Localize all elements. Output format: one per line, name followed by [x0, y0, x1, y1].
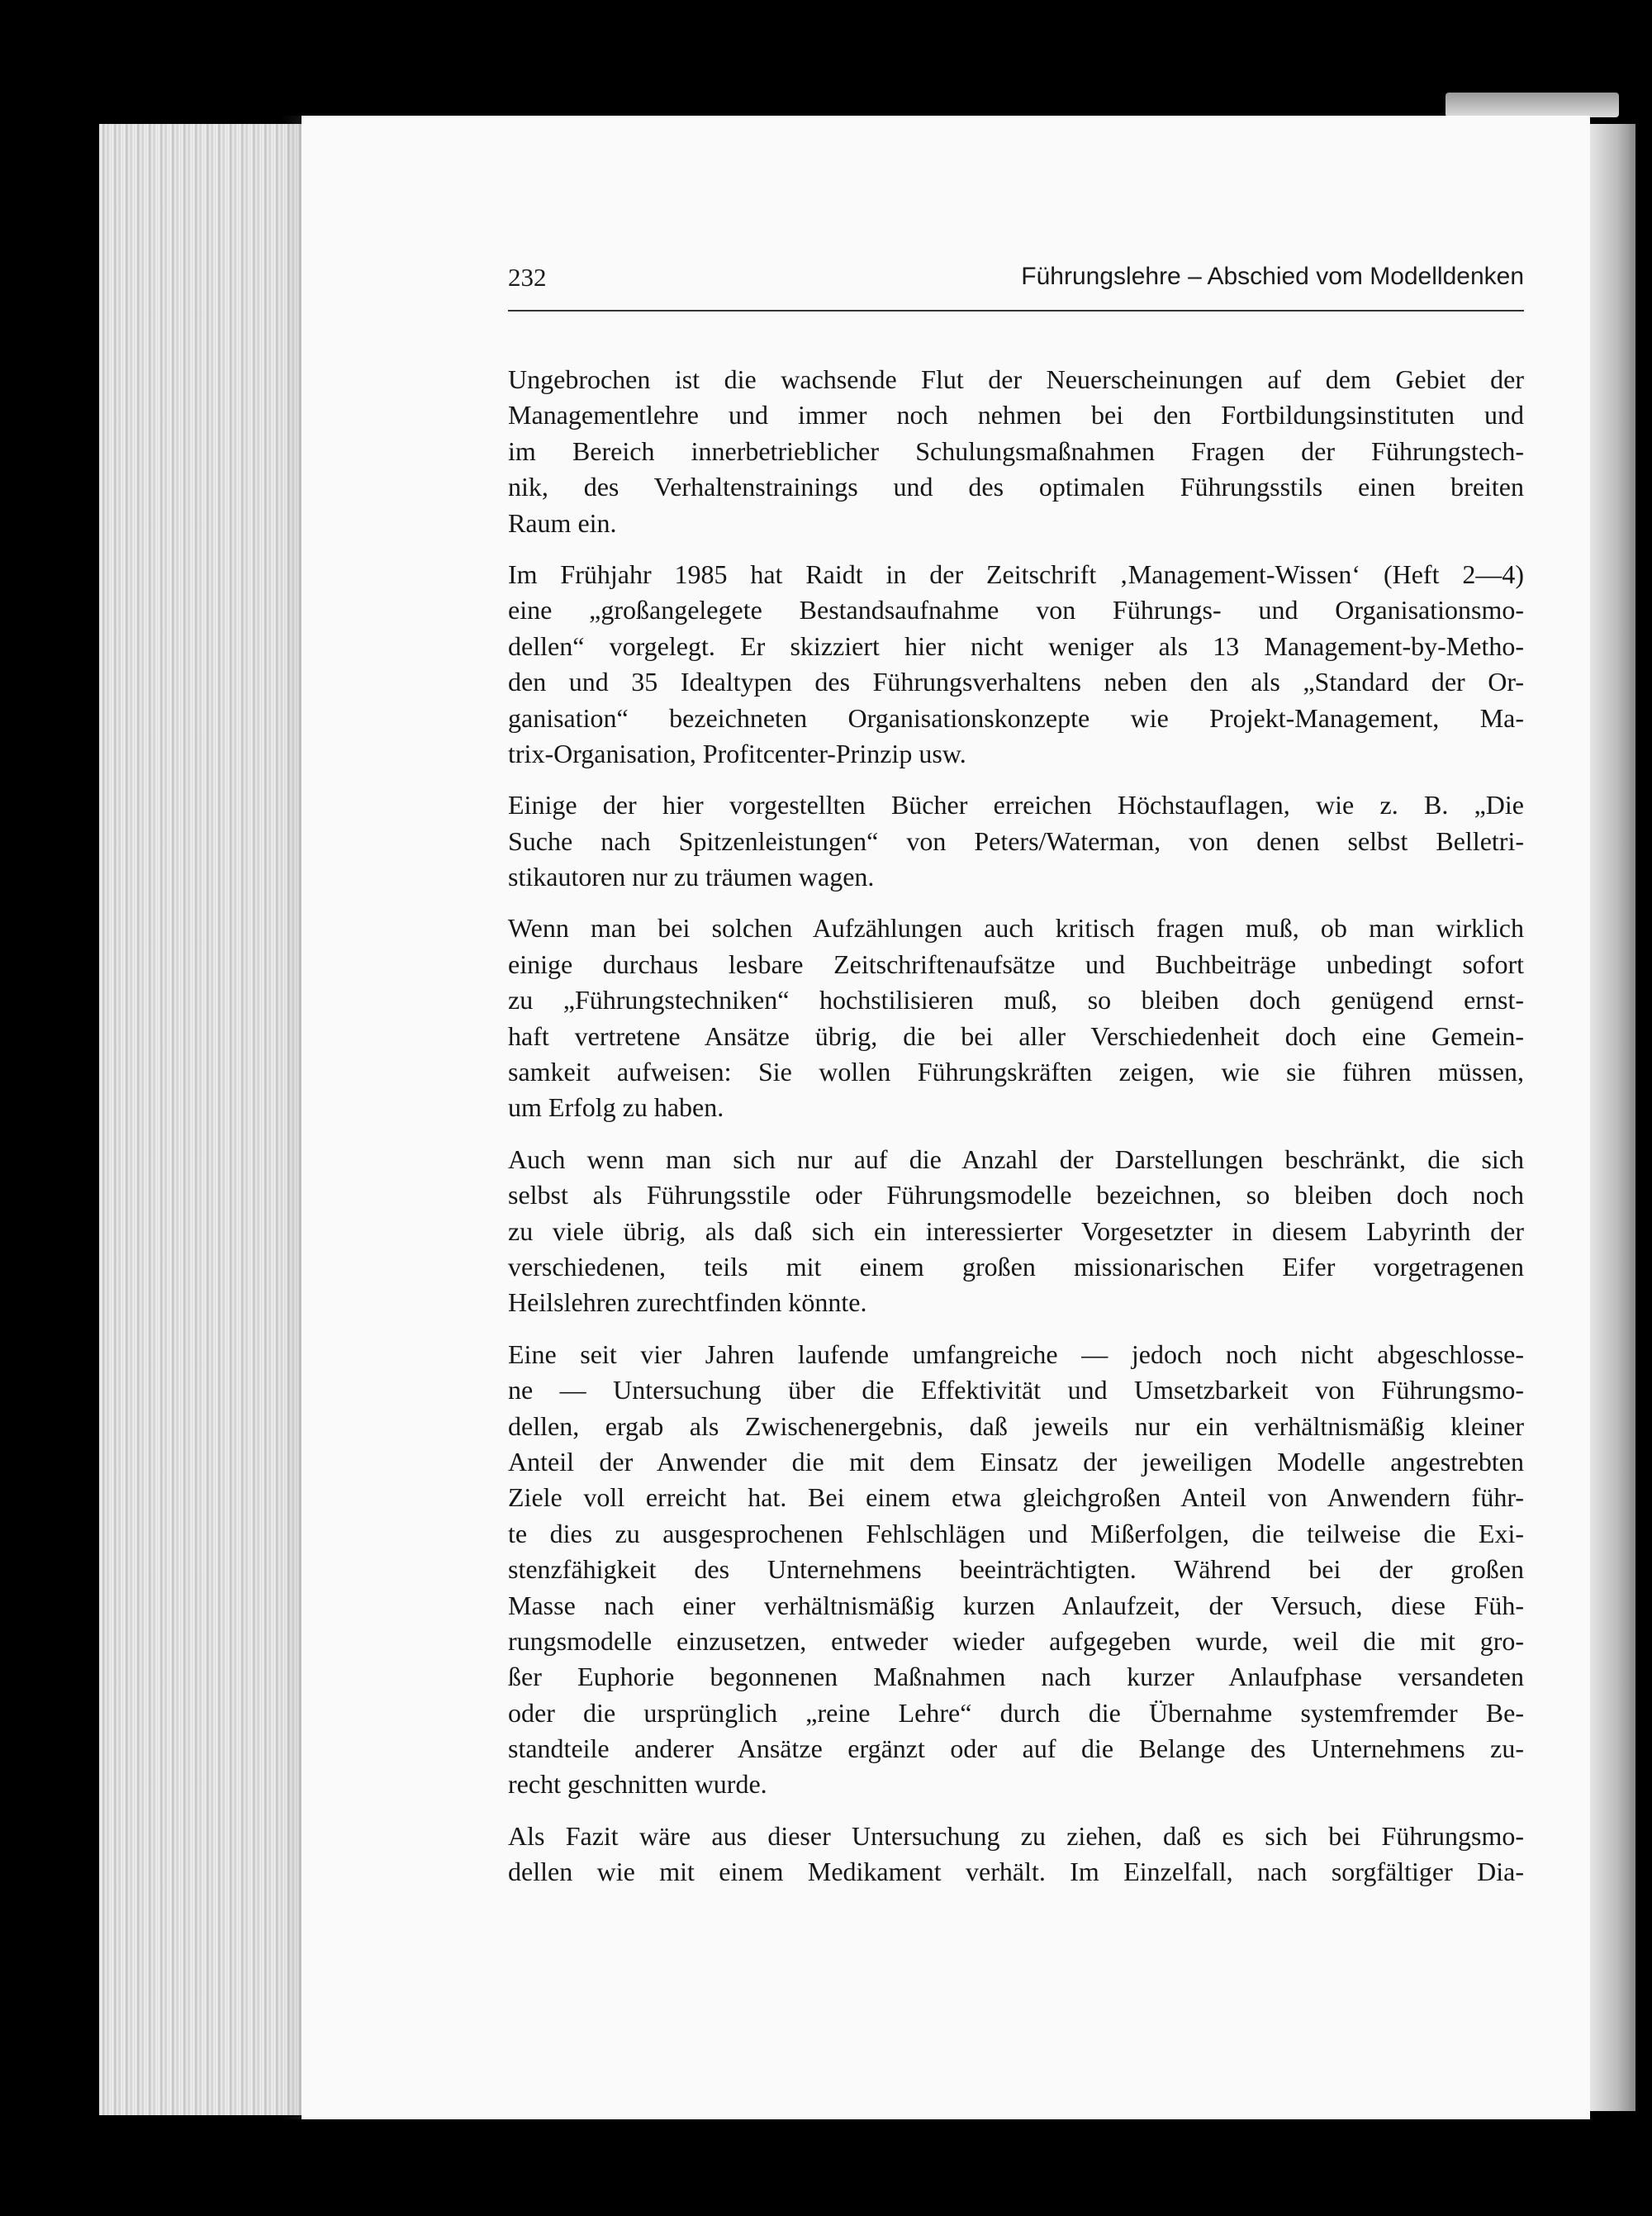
- text-line: haft vertretene Ansätze übrig, die bei aller Verschiedenheit doch eine Gemein-: [508, 1020, 1524, 1051]
- paragraph: [508, 787, 1524, 895]
- text-line: ganisation“ bezeichneten Organisationskonzepte wie Projekt-Management, Ma-: [508, 702, 1524, 733]
- paragraph: [508, 1819, 1524, 1890]
- text-line: rungsmodelle einzusetzen, entweder wieder aufgegeben wurde, weil die mit gro-: [508, 1625, 1524, 1656]
- text-line: Anteil der Anwender die mit dem Einsatz der jeweiligen Modelle angestrebten: [508, 1446, 1524, 1477]
- paragraph: [508, 1142, 1524, 1321]
- text-line: verschiedenen, teils mit einem großen missionarischen Eifer vorgetragenen: [508, 1251, 1524, 1282]
- text-line: Raum ein.: [508, 507, 617, 538]
- text-line: dellen wie mit einem Medikament verhält. Im Einzelfall, nach sorgfältiger Dia-: [508, 1857, 1524, 1887]
- text-line: Als Fazit wäre aus dieser Untersuchung zu ziehen, daß es sich bei Führungsmo-: [508, 1820, 1524, 1851]
- text-line: Wenn man bei solchen Aufzählungen auch kritisch fragen muß, ob man wirklich: [508, 913, 1524, 944]
- text-line: Eine seit vier Jahren laufende umfangreiche — jedoch noch nicht abgeschlosse-: [508, 1339, 1524, 1369]
- book-binding-top: [1446, 93, 1619, 117]
- text-line: Masse nach einer verhältnismäßig kurzen Anlaufzeit, der Versuch, diese Füh-: [508, 1590, 1524, 1620]
- text-line: oder die ursprünglich „reine Lehre“ durch die Übernahme systemfremder Be-: [508, 1697, 1524, 1728]
- paragraph: [508, 911, 1524, 1125]
- text-line: zu viele übrig, als daß sich ein interessierter Vorgesetzter in diesem Labyrinth der: [508, 1215, 1524, 1246]
- text-line: dellen, ergab als Zwischenergebnis, daß jeweils nur ein verhältnismäßig kleiner: [508, 1410, 1524, 1441]
- text-line: nik, des Verhaltenstrainings und des optimalen Führungsstils einen breiten: [508, 472, 1524, 502]
- text-line: stenzfähigkeit des Unternehmens beeinträchtigten. Während bei der großen: [508, 1554, 1524, 1585]
- text-line: dellen“ vorgelegt. Er skizziert hier nicht weniger als 13 Management-by-Metho-: [508, 630, 1524, 661]
- page-number: 232: [508, 263, 547, 292]
- text-line: stikautoren nur zu träumen wagen.: [508, 862, 875, 892]
- text-line: trix-Organisation, Profitcenter-Prinzip usw.: [508, 738, 966, 768]
- text-line: selbst als Führungsstile oder Führungsmodelle bezeichnen, so bleiben doch noch: [508, 1180, 1524, 1210]
- text-line: zu „Führungstechniken“ hochstilisieren muß, so bleiben doch genügend ernst-: [508, 985, 1524, 1015]
- text-line: Suche nach Spitzenleistungen“ von Peters/Waterman, von denen selbst Belletri-: [508, 825, 1524, 856]
- body-text: [508, 362, 1524, 1906]
- paragraph: [508, 362, 1524, 541]
- text-line: Auch wenn man sich nur auf die Anzahl der Darstellungen beschränkt, die sich: [508, 1144, 1524, 1174]
- text-line: Im Frühjahr 1985 hat Raidt in der Zeitschrift ‚Management-Wissen‘ (Heft 2—4): [508, 559, 1524, 589]
- text-line: den und 35 Idealtypen des Führungsverhaltens neben den als „Standard der Or-: [508, 667, 1524, 697]
- text-line: Managementlehre und immer noch nehmen bei den Fortbildungsinstituten und: [508, 400, 1524, 430]
- text-line: Ungebrochen ist die wachsende Flut der Neuerscheinungen auf dem Gebiet der: [508, 364, 1524, 394]
- text-line: Einige der hier vorgestellten Bücher erreichen Höchstauflagen, wie z. B. „Die: [508, 790, 1524, 820]
- running-head: [508, 263, 1524, 306]
- text-line: te dies zu ausgesprochenen Fehlschlägen und Mißerfolgen, die teilweise die Exi-: [508, 1518, 1524, 1548]
- header-rule: [508, 310, 1524, 311]
- book-spine-edge: [1590, 124, 1635, 2111]
- text-line: um Erfolg zu haben.: [508, 1092, 724, 1123]
- running-title: Führungslehre – Abschied vom Modelldenken: [1021, 263, 1524, 290]
- text-line: Heilslehren zurechtfinden könnte.: [508, 1287, 867, 1318]
- text-line: ne — Untersuchung über die Effektivität und Umsetzbarkeit von Führungsmo-: [508, 1375, 1524, 1405]
- book-page-edges: [99, 124, 301, 2115]
- text-line: ßer Euphorie begonnenen Maßnahmen nach kurzer Anlaufphase versandeten: [508, 1662, 1524, 1692]
- text-line: recht geschnitten wurde.: [508, 1769, 767, 1800]
- text-line: standteile anderer Ansätze ergänzt oder auf die Belange des Unternehmens zu-: [508, 1733, 1524, 1764]
- paragraph: [508, 1337, 1524, 1803]
- text-line: Ziele voll erreicht hat. Bei einem etwa gleichgroßen Anteil von Anwendern führ-: [508, 1482, 1524, 1513]
- text-line: samkeit aufweisen: Sie wollen Führungskräften zeigen, wie sie führen müssen,: [508, 1057, 1524, 1087]
- paragraph: [508, 557, 1524, 772]
- text-line: einige durchaus lesbare Zeitschriftenaufsätze und Buchbeiträge unbedingt sofort: [508, 949, 1524, 979]
- text-line: eine „großangelegete Bestandsaufnahme von Führungs- und Organisationsmo-: [508, 595, 1524, 625]
- text-line: im Bereich innerbetrieblicher Schulungsmaßnahmen Fragen der Führungstech-: [508, 435, 1524, 466]
